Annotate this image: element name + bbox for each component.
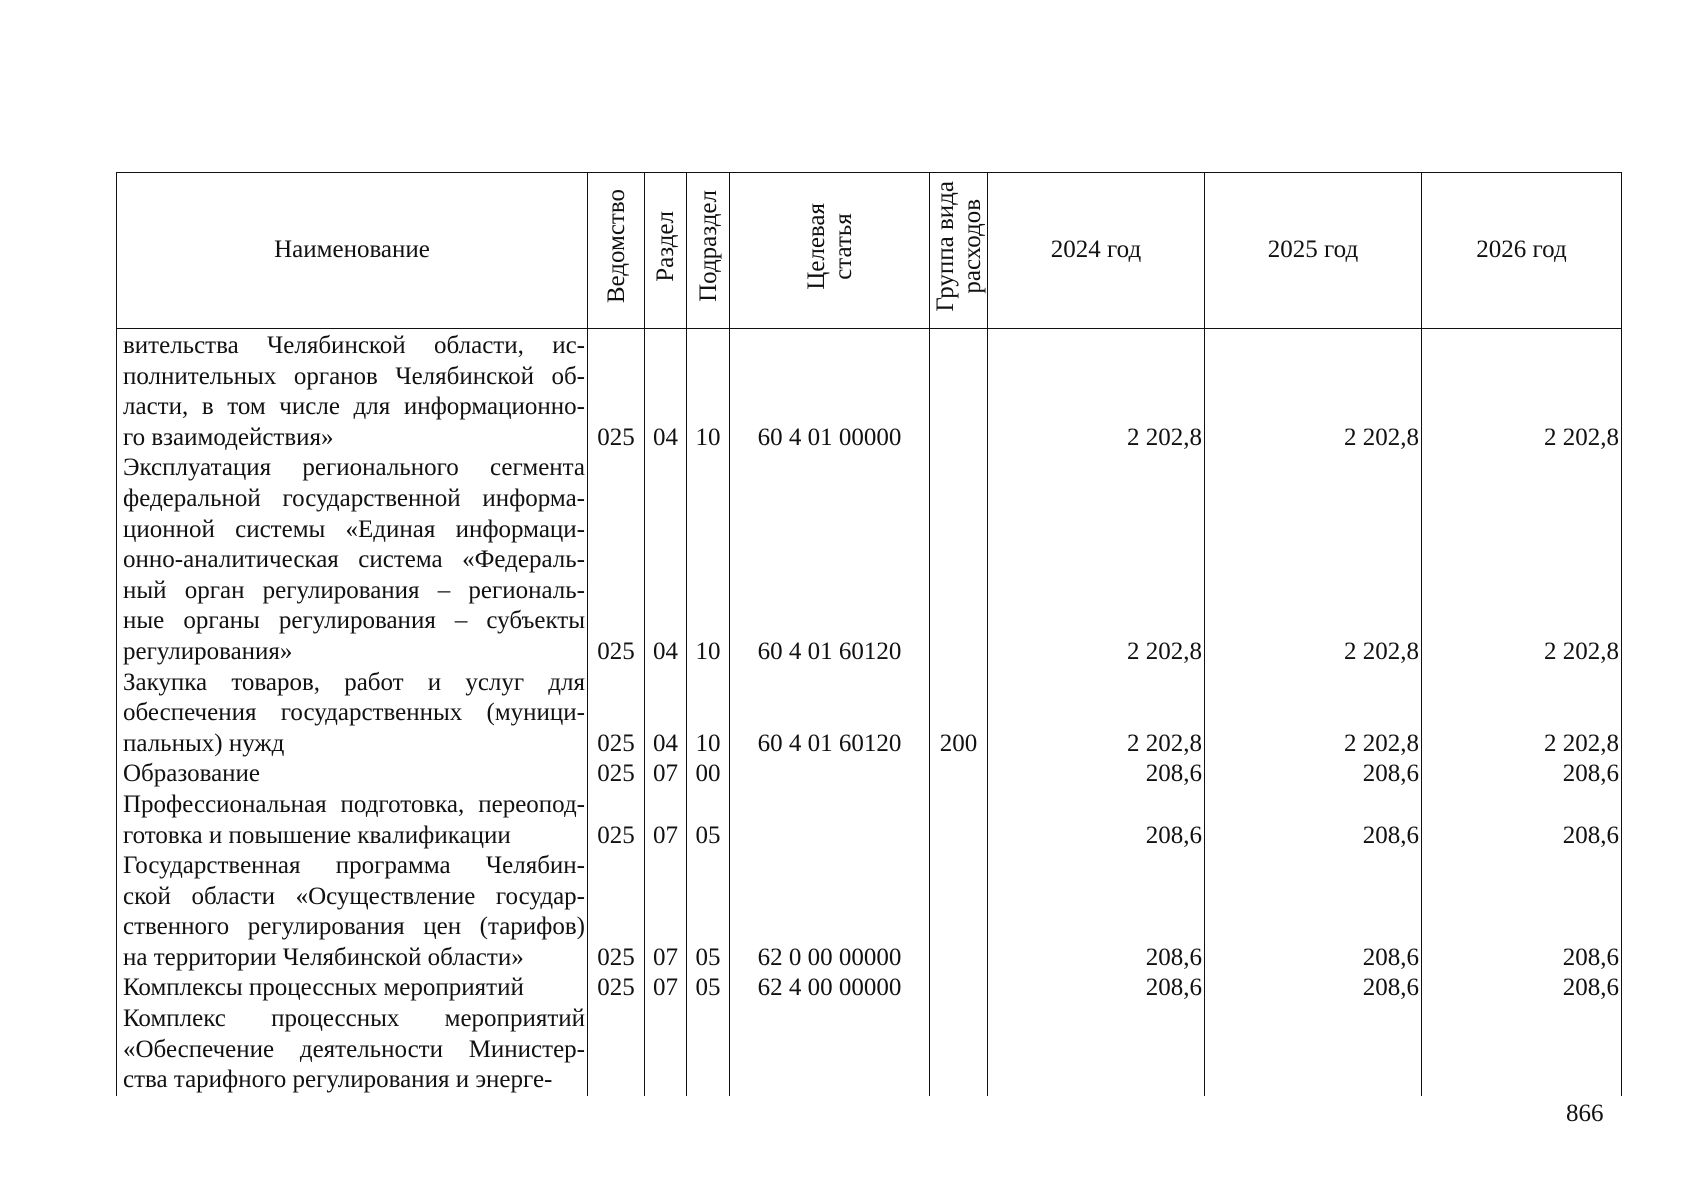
- header-celevaya-line-2: статья: [829, 212, 857, 280]
- header-celevaya: [730, 173, 930, 329]
- cell-2025: 2 202,8: [1205, 453, 1422, 667]
- cell-ved: 025: [588, 790, 645, 851]
- cell-2024: 208,6: [988, 851, 1205, 973]
- header-podrazdel-text: Подраздел: [694, 190, 722, 303]
- budget-table: [116, 172, 1622, 1096]
- cell-2024: 208,6: [988, 790, 1205, 851]
- cell-name: [117, 790, 588, 851]
- header-2024-text: 2024 год: [1050, 236, 1142, 264]
- cell-2026: 208,6: [1422, 851, 1622, 973]
- cell-razdel: 07: [645, 759, 687, 790]
- cell-name-line: Образование: [123, 760, 261, 788]
- cell-name-line: на территории Челябинской области»: [123, 943, 524, 971]
- cell-name-line: обеспечения государственных (муници-: [123, 699, 585, 727]
- table-row: [117, 790, 1622, 851]
- cell-podrazdel: 05: [687, 790, 730, 851]
- cell-celevaya: 60 4 01 60120: [730, 668, 930, 760]
- table-row: [117, 668, 1622, 760]
- table-row: [117, 329, 1622, 454]
- cell-ved: 025: [588, 453, 645, 667]
- header-ved-text: Ведомство: [602, 189, 630, 304]
- cell-celevaya: [730, 1004, 930, 1096]
- table-row: [117, 851, 1622, 973]
- cell-2025: 2 202,8: [1205, 668, 1422, 760]
- cell-name-line: Профессиональная подготовка, переопод-: [123, 790, 585, 818]
- cell-name-line: пальных) нужд: [123, 729, 285, 757]
- cell-2025: 208,6: [1205, 790, 1422, 851]
- cell-2024: 2 202,8: [988, 329, 1205, 454]
- table-row: [117, 973, 1622, 1004]
- cell-podrazdel: [687, 1004, 730, 1096]
- cell-2025: 208,6: [1205, 973, 1422, 1004]
- cell-name-line: «Обеспечение деятельности Министер-: [123, 1035, 585, 1063]
- cell-2026: 2 202,8: [1422, 668, 1622, 760]
- cell-gruppa: [930, 1004, 988, 1096]
- cell-name-line: ласти, в том числе для информационно-: [123, 393, 585, 421]
- cell-name-line: полнительных органов Челябинской об-: [123, 362, 585, 390]
- cell-podrazdel: 00: [687, 759, 730, 790]
- cell-name-line: ционной системы «Единая информаци-: [123, 515, 585, 543]
- cell-name: [117, 851, 588, 973]
- header-razdel-text: Раздел: [652, 210, 679, 282]
- header-podrazdel: [687, 173, 730, 329]
- table-header: [117, 173, 1622, 329]
- cell-2025: 208,6: [1205, 851, 1422, 973]
- cell-name-line: Комплекс процессных мероприятий: [123, 1005, 585, 1033]
- cell-2025: [1205, 1004, 1422, 1096]
- cell-celevaya: 60 4 01 00000: [730, 329, 930, 454]
- header-gruppa: [930, 173, 988, 329]
- header-celevaya-line-1: Целевая: [802, 202, 830, 290]
- cell-razdel: 04: [645, 453, 687, 667]
- cell-2026: 2 202,8: [1422, 453, 1622, 667]
- cell-razdel: 07: [645, 790, 687, 851]
- cell-name-line: вительства Челябинской области, ис-: [123, 332, 585, 359]
- header-name: [117, 173, 588, 329]
- header-2024: [988, 173, 1205, 329]
- cell-podrazdel: 05: [687, 851, 730, 973]
- cell-podrazdel: 10: [687, 329, 730, 454]
- cell-2024: [988, 1004, 1205, 1096]
- cell-name: [117, 668, 588, 760]
- header-2026-text: 2026 год: [1476, 236, 1567, 264]
- cell-podrazdel: 05: [687, 973, 730, 1004]
- cell-gruppa: [930, 759, 988, 790]
- cell-2024: 2 202,8: [988, 453, 1205, 667]
- header-razdel: [645, 173, 687, 329]
- cell-gruppa: [930, 973, 988, 1004]
- cell-2026: 208,6: [1422, 790, 1622, 851]
- cell-ved: [588, 1004, 645, 1096]
- cell-celevaya: 62 0 00 00000: [730, 851, 930, 973]
- header-celevaya-text: [803, 203, 857, 290]
- cell-name-line: Закупка товаров, работ и услуг для: [123, 668, 585, 696]
- cell-name: [117, 973, 588, 1004]
- cell-celevaya: 60 4 01 60120: [730, 453, 930, 667]
- cell-ved: 025: [588, 329, 645, 454]
- cell-2024: 2 202,8: [988, 668, 1205, 760]
- table-row: [117, 759, 1622, 790]
- cell-podrazdel: 10: [687, 453, 730, 667]
- cell-name-line: го взаимодействия»: [123, 423, 334, 451]
- cell-2024: 208,6: [988, 759, 1205, 790]
- cell-name-line: Государственная программа Челябин-: [123, 852, 585, 880]
- cell-name-line: готовка и повышение квалификации: [123, 821, 511, 849]
- cell-2026: 208,6: [1422, 973, 1622, 1004]
- cell-name-line: регулирования»: [123, 637, 293, 665]
- header-name-text: Наименование: [274, 236, 430, 264]
- cell-gruppa: [930, 329, 988, 454]
- cell-2025: 208,6: [1205, 759, 1422, 790]
- table-row: [117, 453, 1622, 667]
- cell-name: [117, 759, 588, 790]
- cell-name: [117, 1004, 588, 1096]
- table-body: [117, 329, 1622, 1096]
- header-ved: [588, 173, 645, 329]
- cell-ved: 025: [588, 973, 645, 1004]
- cell-celevaya: [730, 759, 930, 790]
- cell-razdel: 07: [645, 973, 687, 1004]
- table-row: [117, 1004, 1622, 1096]
- cell-name-line: ственного регулирования цен (тарифов): [123, 913, 585, 941]
- cell-2025: 2 202,8: [1205, 329, 1422, 454]
- cell-name-line: Комплексы процессных мероприятий: [123, 974, 524, 1002]
- cell-razdel: 07: [645, 851, 687, 973]
- cell-ved: 025: [588, 759, 645, 790]
- cell-2026: 208,6: [1422, 759, 1622, 790]
- cell-name: [117, 329, 588, 454]
- cell-gruppa: [930, 851, 988, 973]
- header-gruppa-text: [932, 181, 986, 312]
- cell-name-line: федеральной государственной информа-: [123, 484, 585, 512]
- cell-ved: 025: [588, 668, 645, 760]
- cell-2026: [1422, 1004, 1622, 1096]
- cell-podrazdel: 10: [687, 668, 730, 760]
- cell-razdel: 04: [645, 668, 687, 760]
- header-2025-text: 2025 год: [1267, 236, 1359, 264]
- header-gruppa-line-1: Группа вида: [931, 180, 959, 312]
- cell-2026: 2 202,8: [1422, 329, 1622, 454]
- cell-name-line: ской области «Осуществление государ-: [123, 882, 585, 910]
- cell-gruppa: 200: [930, 668, 988, 760]
- cell-celevaya: [730, 790, 930, 851]
- cell-celevaya: 62 4 00 00000: [730, 973, 930, 1004]
- header-2026: [1422, 173, 1622, 329]
- cell-name-line: ные органы регулирования – субъекты: [123, 607, 585, 635]
- page-number: 866: [1566, 1100, 1604, 1127]
- cell-name-line: Эксплуатация регионального сегмента: [123, 454, 585, 482]
- cell-razdel: 04: [645, 329, 687, 454]
- header-gruppa-line-2: расходов: [958, 198, 986, 294]
- cell-2024: 208,6: [988, 973, 1205, 1004]
- cell-name-line: ный орган регулирования – региональ-: [123, 576, 585, 604]
- cell-name-line: ства тарифного регулирования и энерге-: [123, 1066, 553, 1094]
- header-2025: [1205, 173, 1422, 329]
- cell-name: [117, 453, 588, 667]
- cell-name-line: онно-аналитическая система «Федераль-: [123, 546, 585, 574]
- cell-gruppa: [930, 790, 988, 851]
- cell-ved: 025: [588, 851, 645, 973]
- cell-razdel: [645, 1004, 687, 1096]
- cell-gruppa: [930, 453, 988, 667]
